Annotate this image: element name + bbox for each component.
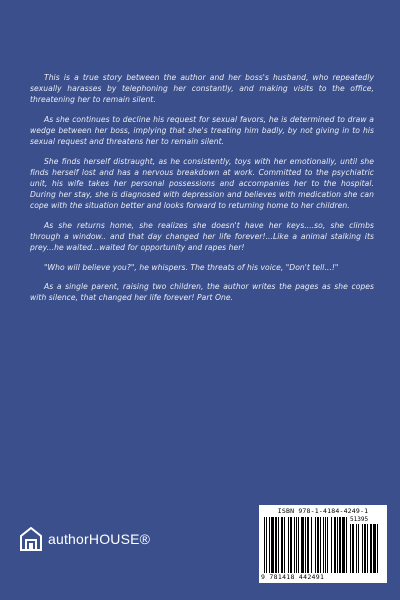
isbn-label: ISBN 978-1-4184-4249-1 bbox=[277, 507, 369, 515]
blurb-paragraph: "Who will believe you?", he whispers. The threats of his voice, "Don't tell...!" bbox=[44, 262, 339, 272]
addon-barcode-bars bbox=[350, 524, 384, 573]
ean-digits: 9 781418 442491 bbox=[261, 573, 325, 581]
authorhouse-house-logo-icon bbox=[20, 527, 42, 551]
isbn-barcode bbox=[259, 505, 387, 583]
blurb-paragraph: She finds herself distraught, as he consistently, toys with her emotionally, until she finds herself lost and has a nervous breakdown at work. Committed to the psychiatric unit, his wife takes her personal possessions and accompanies her to the hospital. During her stay, she is diagnosed with depression and believes with medication she can cope with the situation better and looks forward to returning home to her children. bbox=[30, 156, 374, 211]
blurb-paragraph: As she continues to decline his request for sexual favors, he is determined to draw a wedge between her boss, implying that she's treating him badly, by not giving in to his sexual request and threatens her to remain silent. bbox=[30, 114, 374, 147]
back-cover-blurb bbox=[30, 72, 374, 312]
publisher-logo bbox=[20, 527, 150, 551]
blurb-paragraph: As a single parent, raising two children, the author writes the pages as she copes with silence, that changed her life forever! Part One. bbox=[30, 281, 374, 303]
publisher-name: authorHOUSE® bbox=[48, 531, 151, 547]
ean-barcode-bars bbox=[264, 517, 348, 573]
blurb-paragraph: This is a true story between the author and her boss's husband, who repeatedly sexually harasses by telephoning her constantly, and making visits to the office, threatening her to remain silent. bbox=[30, 73, 374, 105]
price-code: 51395 bbox=[350, 516, 369, 523]
blurb-paragraph: As she returns home, she realizes she doesn't have her keys....so, she climbs through a window.. and that day changed her life forever!...Like a animal stalking its prey...he waited...waited for opportunity and rapes her! bbox=[30, 220, 374, 253]
